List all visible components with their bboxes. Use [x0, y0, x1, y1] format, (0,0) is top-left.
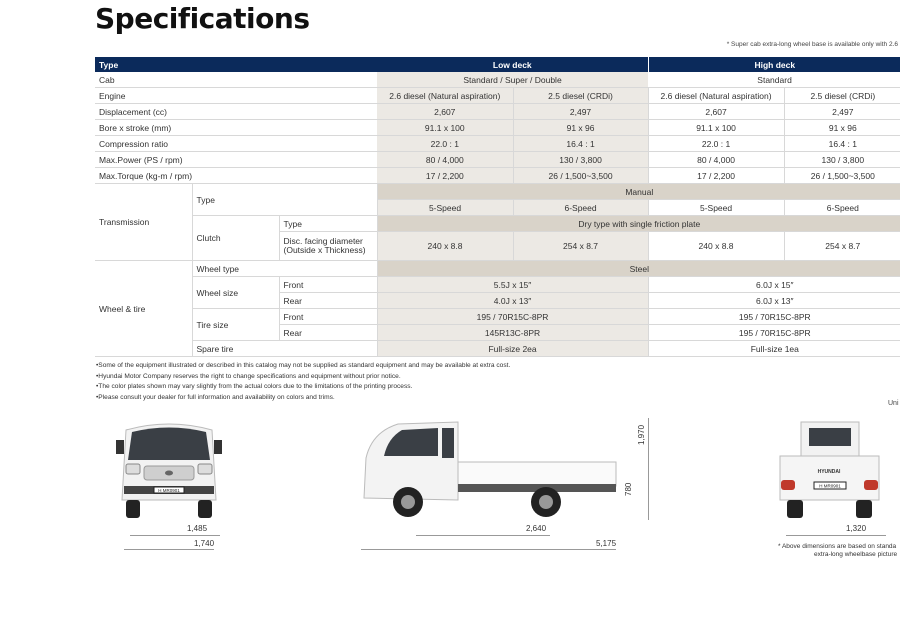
table-cell: 91 x 96	[784, 120, 900, 136]
table-row	[95, 309, 900, 325]
table-cell: 2,497	[784, 104, 900, 120]
row-label-engine: Engine	[95, 88, 377, 104]
dimensions-note-line: * Above dimensions are based on standa	[778, 543, 897, 550]
table-row	[95, 168, 900, 184]
spec-table	[95, 57, 900, 357]
row-label-compression: Compression ratio	[95, 136, 377, 152]
table-cell: 145R13C-8PR	[377, 325, 648, 341]
table-cell: 26 / 1,500~3,500	[513, 168, 648, 184]
table-row	[95, 277, 900, 293]
table-row	[95, 261, 900, 277]
footnote: •The color plates shown may vary slightly from the actual colors due to the limitations of the printing process.	[96, 383, 413, 391]
wheel-type-label: Wheel type	[192, 261, 377, 277]
table-row	[95, 120, 900, 136]
page-title: Specifications	[95, 2, 310, 35]
cab-low: Standard / Super / Double	[377, 72, 648, 88]
table-cell: 5.5J x 15″	[377, 277, 648, 293]
table-row	[95, 341, 900, 357]
table-cell: 6-Speed	[784, 200, 900, 216]
table-cell: 17 / 2,200	[648, 168, 784, 184]
rear-label: Rear	[279, 325, 377, 341]
dim-line	[124, 549, 214, 550]
footnote: •Please consult your dealer for full information and availability on colors and trims.	[96, 393, 335, 401]
table-cell: 2,497	[513, 104, 648, 120]
truck-side-view	[358, 418, 620, 520]
dimensions-note	[778, 543, 900, 559]
clutch-type-all: Dry type with single friction plate	[377, 216, 900, 232]
dim-line	[416, 535, 550, 536]
dimensions-note-line: extra-long wheelbase picture	[814, 551, 898, 558]
disc-label-line1: Disc. facing diameter	[283, 236, 363, 246]
table-cell: 240 x 8.8	[648, 232, 784, 261]
table-cell: 5-Speed	[377, 200, 513, 216]
table-cell: 195 / 70R15C-8PR	[648, 325, 900, 341]
table-cell: 2,607	[648, 104, 784, 120]
table-cell: 254 x 8.7	[513, 232, 648, 261]
table-cell: 22.0 : 1	[648, 136, 784, 152]
table-cell: 130 / 3,800	[784, 152, 900, 168]
table-cell: 2.5 diesel (CRDi)	[513, 88, 648, 104]
table-cell: 26 / 1,500~3,500	[784, 168, 900, 184]
front-label: Front	[279, 277, 377, 293]
footnote: •Hyundai Motor Company reserves the right to change specifications and equipment without prior notice.	[96, 372, 401, 380]
table-cell: 80 / 4,000	[648, 152, 784, 168]
dim-line	[130, 535, 220, 536]
table-cell: 2.5 diesel (CRDi)	[784, 88, 900, 104]
rear-badge-text: HYUNDAI	[817, 469, 841, 475]
dim-front-width: 1,740	[194, 539, 215, 548]
table-row	[95, 152, 900, 168]
table-header-row	[95, 57, 900, 72]
cab-high: Standard	[648, 72, 900, 88]
table-cell: 91.1 x 100	[648, 120, 784, 136]
table-cell: 4.0J x 13″	[377, 293, 648, 309]
unit-label: Uni	[888, 400, 899, 407]
footnotes	[96, 361, 510, 403]
table-row	[95, 184, 900, 200]
table-cell: 2.6 diesel (Natural aspiration)	[648, 88, 784, 104]
table-cell: 91 x 96	[513, 120, 648, 136]
dim-line	[786, 535, 886, 536]
front-plate-text: H MR0901	[158, 488, 180, 493]
wheel-type-all: Steel	[377, 261, 900, 277]
row-label-bore: Bore x stroke (mm)	[95, 120, 377, 136]
dim-front-tread: 1,485	[187, 524, 208, 533]
table-row	[95, 72, 900, 88]
row-label-power: Max.Power (PS / rpm)	[95, 152, 377, 168]
table-cell: 254 x 8.7	[784, 232, 900, 261]
row-label-wheel-tire: Wheel & tire	[95, 261, 192, 357]
spare-label: Spare tire	[192, 341, 377, 357]
rear-plate-text: H MR0901	[819, 483, 841, 489]
dim-line	[361, 549, 616, 550]
table-cell: 2,607	[377, 104, 513, 120]
table-cell: 195 / 70R15C-8PR	[648, 309, 900, 325]
rear-label: Rear	[279, 293, 377, 309]
table-cell: 16.4 : 1	[513, 136, 648, 152]
header-low-deck: Low deck	[377, 57, 648, 72]
table-row	[95, 88, 900, 104]
row-label-torque: Max.Torque (kg-m / rpm)	[95, 168, 377, 184]
dim-line	[648, 418, 649, 520]
table-cell: 2.6 diesel (Natural aspiration)	[377, 88, 513, 104]
wheel-size-label: Wheel size	[192, 277, 279, 309]
dim-deck-height: 780	[624, 482, 633, 496]
dim-height: 1,970	[637, 424, 646, 445]
row-label-displacement: Displacement (cc)	[95, 104, 377, 120]
truck-rear-view	[777, 418, 882, 520]
table-cell: 240 x 8.8	[377, 232, 513, 261]
header-high-deck: High deck	[648, 57, 900, 72]
table-row	[95, 104, 900, 120]
dim-wheelbase: 2,640	[526, 524, 547, 533]
truck-front-view	[114, 418, 224, 520]
transmission-type-all: Manual	[377, 184, 900, 200]
table-cell: 22.0 : 1	[377, 136, 513, 152]
table-cell: 17 / 2,200	[377, 168, 513, 184]
wheelbase-note: * Super cab extra-long wheel base is available only with 2.6	[726, 41, 898, 48]
front-label: Front	[279, 309, 377, 325]
table-cell: 195 / 70R15C-8PR	[377, 309, 648, 325]
transmission-type-label: Type	[192, 184, 377, 216]
row-label-transmission: Transmission	[95, 184, 192, 261]
table-cell: 80 / 4,000	[377, 152, 513, 168]
table-cell: 6-Speed	[513, 200, 648, 216]
row-label-cab: Cab	[95, 72, 377, 88]
table-cell: 6.0J x 13″	[648, 293, 900, 309]
table-cell: 6.0J x 15″	[648, 277, 900, 293]
table-row	[95, 136, 900, 152]
dim-rear-tread: 1,320	[846, 524, 867, 533]
tire-size-label: Tire size	[192, 309, 279, 341]
table-cell: 91.1 x 100	[377, 120, 513, 136]
table-cell: 5-Speed	[648, 200, 784, 216]
table-cell: Full-size 1ea	[648, 341, 900, 357]
footnote: •Some of the equipment illustrated or described in this catalog may not be supplied as standard equipment and may be available at extra cost.	[96, 362, 511, 369]
dim-length: 5,175	[596, 539, 617, 548]
disc-label-line2: (Outside x Thickness)	[283, 245, 366, 255]
clutch-type-label: Type	[279, 216, 377, 232]
disc-label	[279, 232, 377, 261]
table-row	[95, 216, 900, 232]
table-cell: 130 / 3,800	[513, 152, 648, 168]
table-cell: 16.4 : 1	[784, 136, 900, 152]
clutch-label: Clutch	[192, 216, 279, 261]
header-type: Type	[95, 57, 377, 72]
table-cell: Full-size 2ea	[377, 341, 648, 357]
